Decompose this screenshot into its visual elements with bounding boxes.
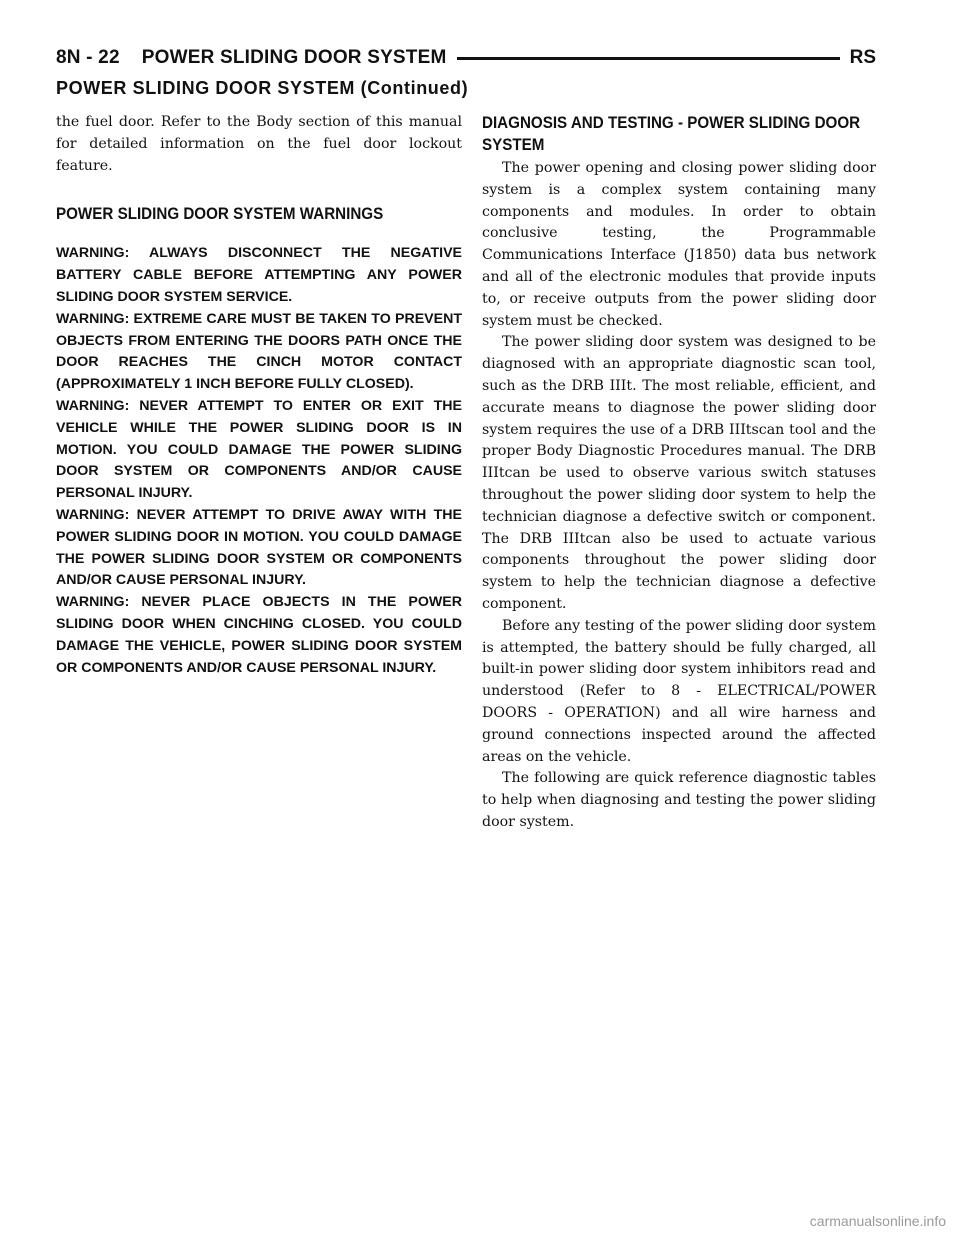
section-title: POWER SLIDING DOOR SYSTEM [141, 47, 447, 68]
warning-5: WARNING: NEVER PLACE OBJECTS IN THE POWER SLIDING DOOR WHEN CINCHING CLOSED. YOU COULD DAMAGE THE VEHICLE, POWER SLIDING DOOR SYSTEM OR COMPONENTS AND/OR CAUSE PERSONAL INJURY. [56, 594, 462, 676]
watermark-footer[interactable]: carmanualsonline.info [809, 1213, 946, 1229]
diagnosis-heading: DIAGNOSIS AND TESTING - POWER SLIDING DOOR SYSTEM [482, 114, 861, 154]
page-number: 8N - 22 [56, 47, 120, 68]
left-column [56, 112, 462, 679]
model-code: RS [840, 46, 876, 70]
warning-3: WARNING: NEVER ATTEMPT TO ENTER OR EXIT THE VEHICLE WHILE THE POWER SLIDING DOOR IS IN MOTION. YOU COULD DAMAGE THE POWER SLIDING DOOR SYSTEM OR COMPONENTS AND/OR CAUSE PERSONAL INJURY. [56, 397, 462, 502]
page-header [56, 46, 876, 72]
warning-1: WARNING: ALWAYS DISCONNECT THE NEGATIVE BATTERY CABLE BEFORE ATTEMPTING ANY POWER SLIDING DOOR SYSTEM SERVICE. [56, 245, 462, 305]
warning-2: WARNING: EXTREME CARE MUST BE TAKEN TO PREVENT OBJECTS FROM ENTERING THE DOORS PATH ONCE THE DOOR REACHES THE CINCH MOTOR CONTACT (APPROXIMATELY 1 INCH BEFORE FULLY CLOSED). [56, 310, 462, 393]
continued-title: POWER SLIDING DOOR SYSTEM (Continued) [56, 78, 469, 98]
right-column [482, 112, 876, 834]
diagnosis-paragraph-3: Before any testing of the power sliding door system is attempted, the battery should be fully charged, all built-in power sliding door system inhibitors read and understood (Refer to 8 - ELECTRICAL/POWER DOORS - OPERATION) and all wire harness and ground connections inspected around the affected areas on the vehicle. [482, 617, 876, 765]
diagnosis-paragraph-4: The following are quick reference diagnostic tables to help when diagnosing and testing the power sliding door system. [482, 770, 876, 830]
warning-4: WARNING: NEVER ATTEMPT TO DRIVE AWAY WITH THE POWER SLIDING DOOR IN MOTION. YOU COULD DAMAGE THE POWER SLIDING DOOR SYSTEM OR COMPONENTS AND/OR CAUSE PERSONAL INJURY. [56, 506, 462, 589]
diagnosis-paragraph-1: The power opening and closing power sliding door system is a complex system containing many components and modules. In order to obtain conclusive testing, the Programmable Communications Interface (J1850) data bus network and all of the electronic modules that provide inputs to, or receive outputs from the power sliding door system must be checked. [482, 160, 876, 329]
warnings-heading: POWER SLIDING DOOR SYSTEM WARNINGS [56, 205, 384, 224]
diagnosis-paragraph-2: The power sliding door system was designed to be diagnosed with an appropriate diagnostic scan tool, such as the DRB IIIt. The most reliable, efficient, and accurate means to diagnose the power sliding door system requires the use of a DRB IIItscan tool and the proper Body Diagnostic Procedures manual. The DRB IIItcan be used to observe various switch statuses throughout the power sliding door system to help the technician diagnose a defective switch or component. The DRB IIItcan also be used to actuate various components throughout the power sliding door system to help the technician diagnose a defective component. [482, 334, 876, 612]
header-left [56, 46, 457, 70]
intro-paragraph: the fuel door. Refer to the Body section of this manual for detailed information on the fuel door lockout feature. [56, 114, 462, 174]
